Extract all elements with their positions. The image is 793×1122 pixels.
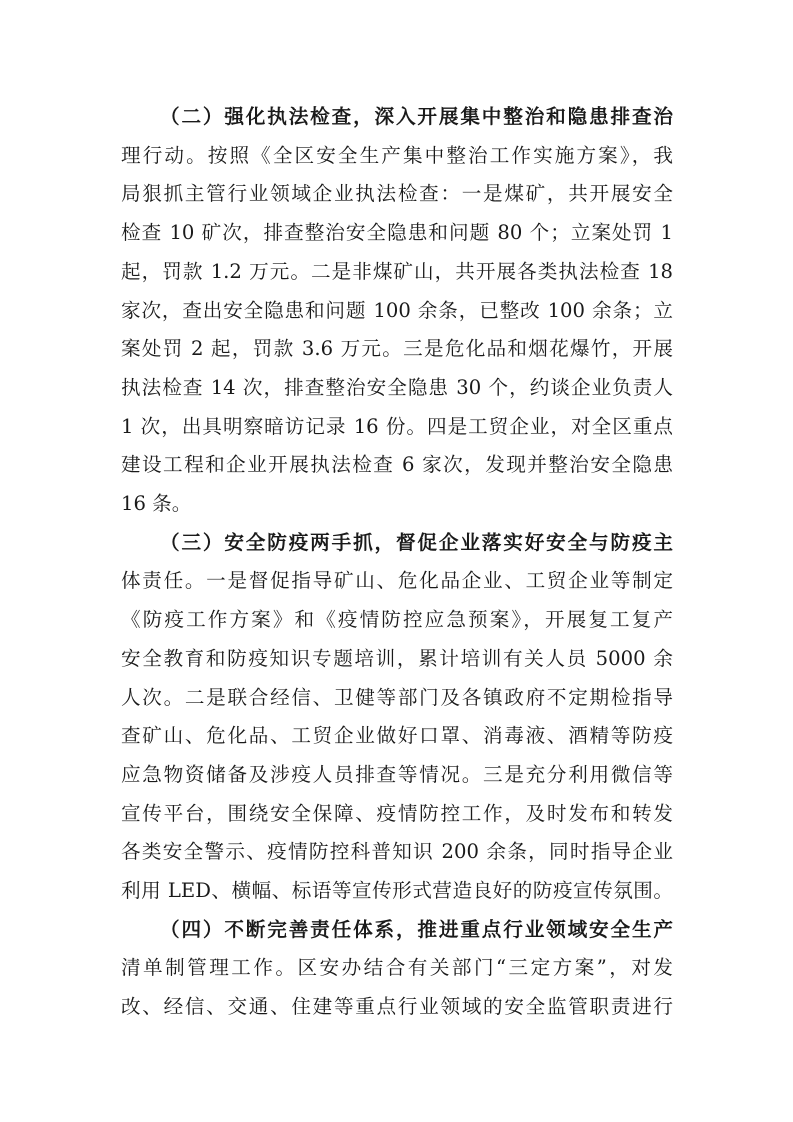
text-line: 宣传平台，围绕安全保障、疫情防控工作，及时发布和转发 bbox=[121, 801, 673, 825]
text-line: 执法检查 14 次，排查整治安全隐患 30 个，约谈企业负责人 bbox=[121, 375, 673, 399]
text-line: 查矿山、危化品、工贸企业做好口罩、消毒液、酒精等防疫 bbox=[121, 724, 673, 748]
paragraph-responsibility-system bbox=[121, 911, 673, 1027]
text-line: 起，罚款 1.2 万元。二是非煤矿山，共开展各类执法检查 18 bbox=[121, 259, 673, 283]
text-line: 1 次，出具明察暗访记录 16 份。四是工贸企业，对全区重点 bbox=[121, 414, 673, 438]
text-line: 16 条。 bbox=[121, 492, 192, 516]
paragraph-heading-line: （三）安全防疫两手抓，督促企业落实好安全与防疫主 bbox=[160, 530, 673, 554]
paragraph-heading-line: （四）不断完善责任体系，推进重点行业领域安全生产 bbox=[160, 917, 673, 941]
text-line: 各类安全警示、疫情防控科普知识 200 余条，同时指导企业 bbox=[121, 840, 673, 864]
paragraph-heading-line: （二）强化执法检查，深入开展集中整治和隐患排查治 bbox=[160, 105, 673, 128]
text-line: 检查 10 矿次，排查整治安全隐患和问题 80 个；立案处罚 1 bbox=[121, 221, 673, 245]
text-line: 应急物资储备及涉疫人员排查等情况。三是充分利用微信等 bbox=[121, 762, 673, 786]
paragraph-epidemic-safety bbox=[121, 524, 673, 911]
text-line: 《防疫工作方案》和《疫情防控应急预案》，开展复工复产 bbox=[121, 608, 673, 632]
text-line: 建设工程和企业开展执法检查 6 家次，发现并整治安全隐患 bbox=[121, 453, 673, 477]
text-line: 局狠抓主管行业领域企业执法检查：一是煤矿，共开展安全 bbox=[121, 182, 673, 206]
text-line: 清单制管理工作。区安办结合有关部门“三定方案”，对发 bbox=[121, 956, 673, 980]
text-line: 改、经信、交通、住建等重点行业领域的安全监管职责进行 bbox=[121, 995, 673, 1019]
text-line: 理行动。按照《全区安全生产集中整治工作实施方案》，我 bbox=[121, 143, 673, 167]
text-line: 利用 LED、横幅、标语等宣传形式营造良好的防疫宣传氛围。 bbox=[121, 879, 673, 903]
text-line: 安全教育和防疫知识专题培训，累计培训有关人员 5000 余 bbox=[121, 646, 673, 670]
paragraph-enforcement-inspection bbox=[121, 98, 673, 524]
document-page bbox=[121, 98, 673, 1027]
text-line: 案处罚 2 起，罚款 3.6 万元。三是危化品和烟花爆竹，开展 bbox=[121, 337, 673, 361]
text-line: 家次，查出安全隐患和问题 100 余条，已整改 100 余条；立 bbox=[121, 298, 673, 322]
text-line: 人次。二是联合经信、卫健等部门及各镇政府不定期检指导 bbox=[121, 685, 673, 709]
text-line: 体责任。一是督促指导矿山、危化品企业、工贸企业等制定 bbox=[121, 569, 673, 593]
